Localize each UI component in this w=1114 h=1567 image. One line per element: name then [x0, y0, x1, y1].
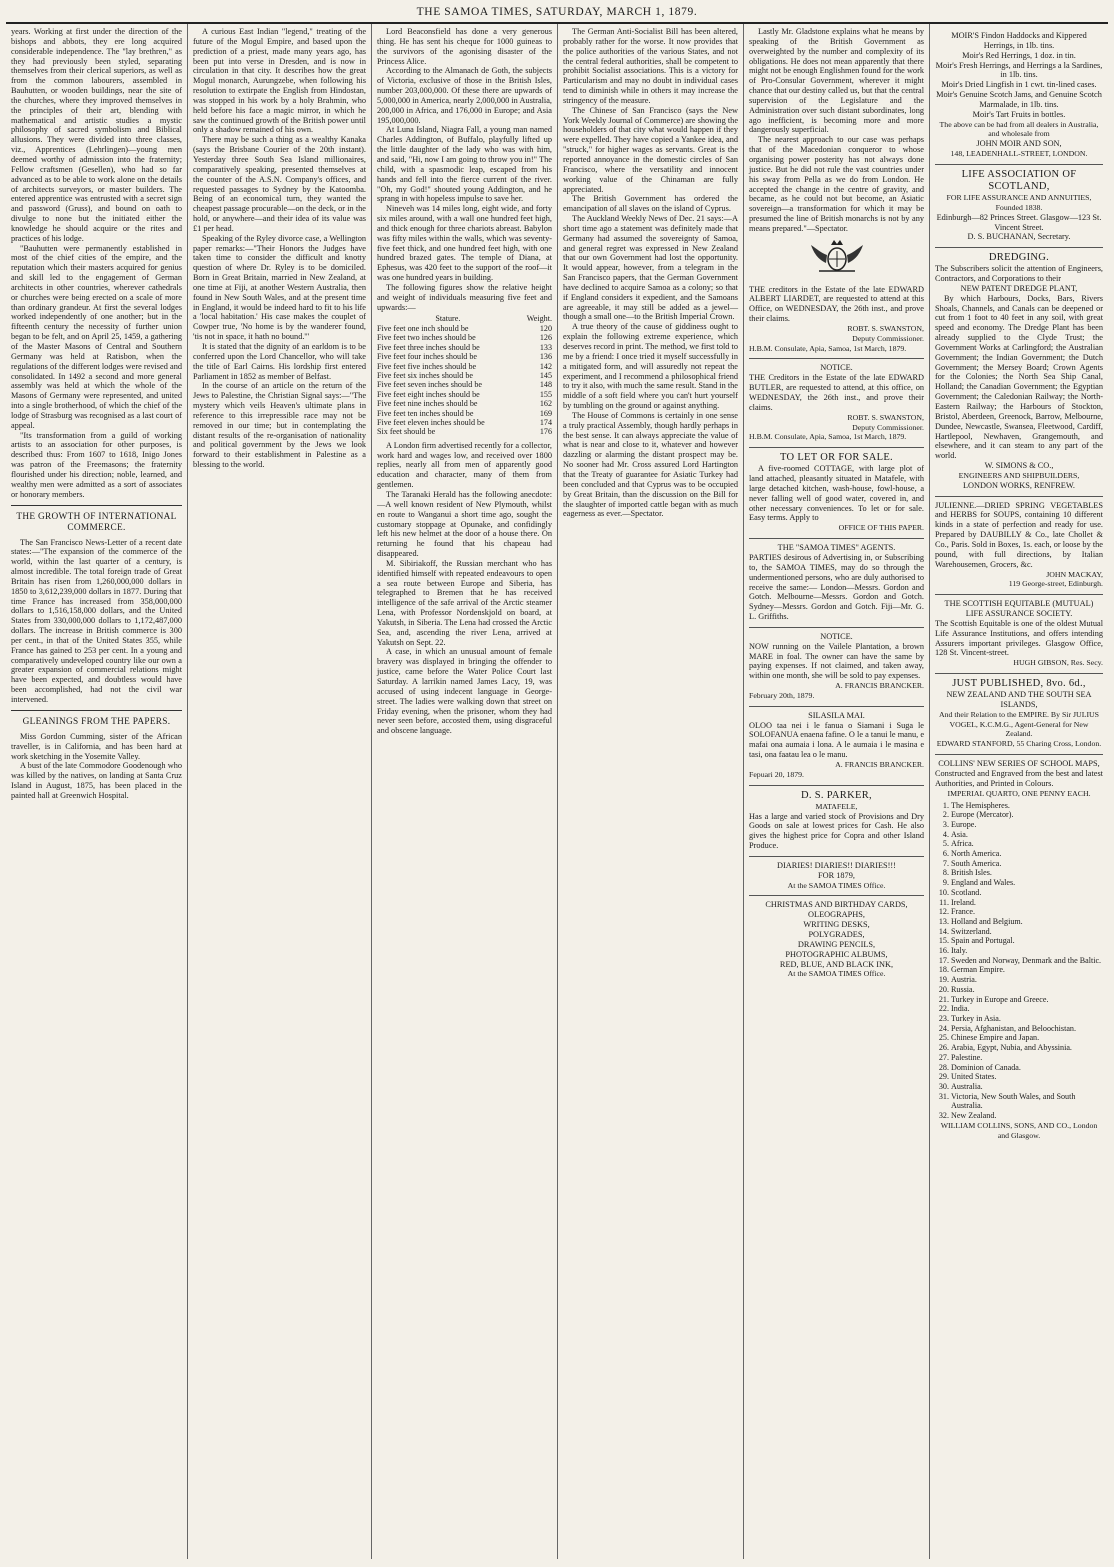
- parker-place: MATAFELE,: [815, 801, 858, 811]
- list-item: 5. Africa.: [951, 839, 1103, 849]
- table-row: [377, 333, 552, 342]
- list-item: 29. United States.: [951, 1072, 1103, 1082]
- notice-butler-body: THE Creditors in the Estate of the late EDWARD BUTLER, are requested to attend, at this office, on WEDNESDAY, the 26th inst., and prove their claims.: [749, 373, 924, 412]
- published-heading: JUST PUBLISHED, 8vo. 6d.,: [952, 678, 1086, 690]
- list-item: 3. Europe.: [951, 820, 1103, 830]
- ad-to-let-body: A five-roomed COTTAGE, with large plot of land attached, pleasantly situated in Matafele, with large detached kitchen, wash-house, fowl-house, a never falling well of good water, covered in, and other necessary conveniences. To let or for sale. Easy terms. Apply to: [749, 464, 924, 523]
- stature-cell: Five feet three inches should be: [377, 342, 480, 352]
- article-nineveh: Nineveh was 14 miles long, eight wide, and forty six miles around, with a wall one hundred feet high, and thick enough for three chariots abreast. Babylon was fifty miles within the walls, which was seventy-five feet thick, and one hundred feet high, with one hundred brazed gates. The temple of Diana, at Ephesus, was 420 feet to the support of the roof—it was one hundred years in building.: [377, 204, 552, 283]
- ad-to-let-title: TO LET OR FOR SALE.: [780, 452, 893, 464]
- ad-christmas-cards: [749, 896, 924, 984]
- silasila-heading: SILASILA MAI.: [808, 710, 865, 720]
- published-sub: And their Relation to the EMPIRE. By Sir JULIUS VOGEL, K.C.M.G., Agent-General for New Zealand.: [938, 709, 1100, 739]
- list-item: 25. Chinese Empire and Japan.: [951, 1033, 1103, 1043]
- table-row: [377, 399, 552, 408]
- weight-cell: 120: [539, 323, 552, 333]
- julienne-body: JULIENNE.—DRIED SPRING VEGETABLES and HERBS for SOUPS, containing 10 different kinds in a state of perfection and ready for use. Prepared by DAUBILLY & Co., late Chollet & Co., Paris. Sold in Boxes, 1s. each, or loose by the pound, with full directions, by Italian Warehousemen, Grocers, &c.: [935, 500, 1103, 569]
- royal-crest-icon: [805, 237, 869, 275]
- xmas-location: At the SAMOA TIMES Office.: [787, 969, 886, 979]
- dredging-heading: DREDGING.: [988, 252, 1050, 264]
- article-jews-palestine: In the course of an article on the return of the Jews to Palestine, the Christian Signal says:—"The mystery which veils Heaven's ultimate plans in reference to this irrepressible race may not be removed in our time; but in contemplating the distant results of the re-organisation of nationality and political government by the Jews we look forward to their establishment in Palestine as a blessing to the world.: [193, 381, 366, 470]
- stature-intro: The following figures show the relative height and weight of individuals measuring five feet and upwards:—: [377, 282, 552, 312]
- simons-trade: ENGINEERS AND SHIPBUILDERS,: [958, 470, 1080, 480]
- agents-heading: THE "SAMOA TIMES" AGENTS.: [777, 543, 896, 553]
- notice-signature-title: Deputy Commissioner.: [852, 333, 924, 343]
- list-item: 20. Russia.: [951, 985, 1103, 995]
- ad-to-let: [749, 448, 924, 539]
- dredging-body: By which Harbours, Docks, Bars, Rivers Shoals, Channels, and Canals can be deepened or cut from 1 foot to 40 feet in any soil, with great speed and economy. The Dredge Plant has been already supplied to the Clyde Trust; the Government Works at Carlingford; the Australian Government; the Indian Government; the Dutch Government; the Mersey Board; Crown Agents for the Colonies; the North Sea Ship Canal, Holland; the Canadian Government; the Egyptian Government; the Caledonian Railway; the North-Eastern Railway; the Harbours of Stockton, Bristol, Aberdeen, Greenock, Barrow, Melbourne, Dundee, Newcastle, Swansea, Fleetwood, Cardiff, Hartlepool, Newhaven, Grangemouth, and elsewhere, and it can steam to any part of the world.: [935, 293, 1103, 461]
- weight-cell: 174: [539, 417, 552, 427]
- article-beaconsfield: Lord Beaconsfield has done a very generous thing. He has sent his cheque for 1000 guineas to the survivors of the agonising disaster of the Princess Alice.: [377, 27, 552, 66]
- masthead: THE SAMOA TIMES, SATURDAY, MARCH 1, 1879.: [6, 4, 1108, 24]
- column-1: [6, 24, 188, 1559]
- published-by: EDWARD STANFORD, 55 Charing Cross, London.: [936, 739, 1102, 749]
- divider: [11, 505, 182, 506]
- scottish-heading: THE SCOTTISH EQUITABLE (MUTUAL) LIFE ASSURANCE SOCIETY.: [944, 599, 1094, 619]
- notice-place-date: H.B.M. Consulate, Apia, Samoa, 1st March, 1879.: [749, 343, 907, 353]
- parker-name: D. S. PARKER,: [801, 789, 872, 801]
- ad-to-let-contact: OFFICE OF THIS PAPER.: [838, 523, 924, 533]
- header-stature: Stature.: [435, 314, 461, 324]
- ad-julienne: [935, 497, 1103, 596]
- notice-place-date: H.B.M. Consulate, Apia, Samoa, 1st March, 1879.: [749, 432, 907, 442]
- notice-mare: [749, 628, 924, 707]
- collins-price: IMPERIAL QUARTO, ONE PENNY EACH.: [947, 788, 1091, 798]
- stature-cell: Five feet five inches should be: [377, 361, 477, 371]
- table-header: [377, 314, 552, 323]
- ad-collins-maps: [935, 755, 1103, 1145]
- column-6: [930, 24, 1108, 1559]
- stature-cell: Five feet seven inches should be: [377, 380, 482, 390]
- moir-item: Moir's Fresh Herrings, and Herrings a la Sardines, in 1lb. tins.: [935, 60, 1103, 80]
- notice-signature: A. FRANCIS BRANCKER.: [835, 760, 924, 769]
- table-row: [377, 343, 552, 352]
- weight-cell: 155: [539, 389, 552, 399]
- list-item: 2. Europe (Mercator).: [951, 810, 1103, 820]
- weight-cell: 176: [539, 427, 552, 437]
- column-4: [558, 24, 744, 1559]
- weight-cell: 145: [539, 370, 552, 380]
- table-row: [377, 362, 552, 371]
- moir-item: Moir's Tart Fruits in bottles.: [972, 109, 1066, 119]
- xmas-item: OLEOGRAPHS,: [808, 910, 865, 920]
- list-item: 30. Australia.: [951, 1082, 1103, 1092]
- collins-intro: Constructed and Engraved from the best and latest Authorities, and Printed in Colours.: [935, 769, 1103, 788]
- list-item: 12. France.: [951, 907, 1103, 917]
- life-heading: LIFE ASSOCIATION OF SCOTLAND,: [961, 168, 1077, 192]
- list-item: 7. South America.: [951, 859, 1103, 869]
- notice-mare-body: NOW running on the Vailele Plantation, a brown MARE in foal. The owner can have the same by paying expenses. If not claimed, and taken away, within one month, she will be sold to pay expenses.: [749, 641, 924, 681]
- article-gladstone: Lastly Mr. Gladstone explains what he means by speaking of the British Government as overweighted by the number and complexity of its obligations. He does not mean apparently that there might not be enough Englishmen found for the work of Pro-Consular Government, wherever it might chance that our destiny called us, but that the central supervision of the Legislature and the Administration over such distant subordinates, long ago inefficient, is becoming more and more dangerously superficial.: [749, 27, 924, 135]
- diaries-heading: DIARIES! DIARIES!! DIARIES!!!: [777, 860, 896, 870]
- notice-heading: NOTICE.: [820, 631, 853, 641]
- xmas-item: PHOTOGRAPHIC ALBUMS,: [785, 949, 888, 959]
- divider: [11, 710, 182, 711]
- article-freemasons-p1: years. Working at first under the direction of the bishops and abbots, they ere long acquired considerable independence. The "lay brethren," as they had previously been styled, separating themselves from their clerical superiors, as well as from the common labourers, assembled in Bauhutten, or wooden buildings, near the site of the churches, where they improved themselves in the principles of their art, blending with mathematical and artistic studies a mystic philosophy of sacred symbolism and Biblical allusions. They were divided into three classes, viz., Apprentices (Lehrlingen)—young men deemed worthy of admission into the fraternity; Fellow craftsmen (Gesellen), who had so far advanced as to be able to work alone on the details of architects surveyors, or master builders. The entered apprentice was entrusted with a secret sign and password (Gruss), and bound on oath to divulge to none but the initiated either the knowledge he should acquire or the rites and practices of his lodge.: [11, 27, 182, 243]
- stature-cell: Five feet four inches should be: [377, 352, 478, 362]
- moir-item: MOIR'S Findon Haddocks and Kippered Herrings, in 1lb. tins.: [951, 31, 1087, 50]
- stature-cell: Five feet six inches should be: [377, 370, 473, 380]
- ad-dredging: [935, 248, 1103, 496]
- article-female-bravery: A case, in which an unusual amount of female bravery was displayed in bringing the offender to justice, came before the Water Police Court last Saturday. A larrikin named James Lacy, 19, was accused of using indecent language in George-street. The ladies were walking down that street on Friday evening, when the prisoner, whom they had never seen before, accosted them, using disgraceful and obscene language.: [377, 647, 552, 736]
- xmas-item: RED, BLUE, AND BLACK INK,: [779, 959, 894, 969]
- notice-date: February 20th, 1879.: [749, 690, 815, 700]
- list-item: 18. German Empire.: [951, 965, 1103, 975]
- article-house-of-commons: The House of Commons is certainly in one sense a truly practical Assembly, though hardly perhaps in the best sense. It can always appreciate the value of what is near and close to it, whatever and however dazzling or alarming the distant prospect may be. No sooner had Mr. Cross assured Lord Hartington that the Treaty of guarantee for Asiatic Turkey had been concluded and that Cyprus was to be occupied by Great Britain, than the discussion on the Bill for the slaughter of imported cattle began with as much eagerness as ever.—Spectator.: [563, 410, 738, 519]
- table-row: [377, 324, 552, 333]
- ad-moir: [935, 27, 1103, 165]
- table-row: [377, 352, 552, 361]
- article-chinese-sf: The Chinese of San Francisco (says the New York Weekly Journal of Commerce) are showing the householders of that city what would happen if they were expelled. They have copied a Yankee idea, and "struck," for higher wages as servants. Great is the reported annoyance in the domestic circles of San Francisco, where the versatility and innocent working value of the Chinaman are fully appreciated.: [563, 105, 738, 194]
- gleaning-goodenough: A bust of the late Commodore Goodenough who was killed by the natives, on landing at Santa Cruz Island in August, 1875, has been placed in the painted hall at Greenwich Hospital.: [11, 761, 182, 800]
- table-row: [377, 371, 552, 380]
- article-cyprus-slaves: The British Government has ordered the emancipation of all slaves on the island of Cyprus.: [563, 194, 738, 214]
- article-giddiness: A true theory of the cause of giddiness ought to explain the following extreme experience, which deserves record in print. The method, we first told to me by a friend: I once tried it myself successfully in a mitigated form, and will assuredly not repeat the experiment, and I recommend a philosophical friend to try it also, with much the same result. Stand in the middle of a soft field where you can't hurt yourself by tumbling on the ground or against anything.: [563, 322, 738, 411]
- list-item: 17. Sweden and Norway, Denmark and the Baltic.: [951, 956, 1103, 966]
- xmas-heading: CHRISTMAS AND BIRTHDAY CARDS,: [765, 900, 908, 910]
- weight-cell: 169: [539, 408, 552, 418]
- collins-map-list: [935, 801, 1103, 1121]
- table-row: [377, 409, 552, 418]
- stature-cell: Five feet eight inches should be: [377, 389, 480, 399]
- article-anti-socialist: The German Anti-Socialist Bill has been altered, probably rather for the worse. It now provides that the police authorities of the various States, and not the central federal authorities, shall be competent to prohibit Socialist associations. This is a victory for Particularism and may no doubt in individual cases tend to diminish while in others it may increase the stringency of the measure.: [563, 27, 738, 105]
- julienne-address: 119 George-street, Edinburgh.: [1008, 579, 1103, 589]
- scottish-signature: HUGH GIBSON, Res. Secy.: [1013, 658, 1103, 668]
- table-row: [377, 380, 552, 389]
- notice-signature: ROBT. S. SWANSTON,: [847, 323, 924, 333]
- list-item: 22. India.: [951, 1004, 1103, 1014]
- agents-body: PARTIES desirous of Advertising in, or Subscribing to, the SAMOA TIMES, may do so through the undermentioned persons, who are duly authorised to receive the same:— London—Messrs. Gordon and Gotch. Melbourne—Messrs. Gordon and Gotch. Sydney—Messrs. Gordon and Gotch. Fiji—Mr. G. L. Griffiths.: [749, 552, 924, 622]
- list-item: 26. Arabia, Egypt, Nubia, and Abyssinia.: [951, 1043, 1103, 1053]
- article-taranaki: The Taranaki Herald has the following anecdote:—A well known resident of New Plymouth, whilst en route to Wanganui a short time ago, sought the customary stoppage at Opunake, and confidingly left his new helmet at the door of a house there. On returning he found that his chapeau had disappeared.: [377, 489, 552, 559]
- ad-scottish-equitable: [935, 595, 1103, 674]
- article-almanach: According to the Almanach de Goth, the subjects of Victoria, exclusive of those in the British Isles, number 203,000,000. Of these there are upwards of 5,000,000 in America, nearly 2,000,000 in Australia, 200,000 in Africa, and 176,000 in Europe; and Asia 195,000,000.: [377, 66, 552, 125]
- heading-gleanings: GLEANINGS FROM THE PAPERS.: [22, 716, 171, 727]
- gleaning-cumming: Miss Gordon Cumming, sister of the African traveller, is in California, and has been hard at work sketching in the Yosemite Valley.: [11, 731, 182, 761]
- silasila-body: OLOO taa nei i le fanua o Siamani i Suga le SOLOFANUA enaena fafine. O le a tanui le manu, e mafai ona aumaia i lona. A le aumaia i le masina e tasi, ona faatau lea o le manu.: [749, 720, 924, 760]
- list-item: 13. Holland and Belgium.: [951, 917, 1103, 927]
- heading-commerce: THE GROWTH OF INTERNATIONAL COMMERCE.: [16, 511, 177, 533]
- list-item: 19. Austria.: [951, 975, 1103, 985]
- notice-signature: A. FRANCIS BRANCKER.: [835, 681, 924, 691]
- article-london-firm: A London firm advertised recently for a collector, work hard and wages low, and received over 1800 replies, nearly all from men of apparently good education and character, many of them from gentlemen.: [377, 440, 552, 490]
- diaries-year: FOR 1879,: [818, 870, 855, 880]
- collins-publisher: WILLIAM COLLINS, SONS, AND CO., London and Glasgow.: [940, 1120, 1098, 1140]
- collins-heading: COLLINS' NEW SERIES OF SCHOOL MAPS,: [938, 759, 1100, 769]
- weight-cell: 142: [539, 361, 552, 371]
- stature-cell: Five feet one inch should be: [377, 323, 469, 333]
- list-item: 32. New Zealand.: [951, 1111, 1103, 1121]
- dredging-title: NEW PATENT DREDGE PLANT,: [960, 283, 1078, 293]
- weight-cell: 162: [539, 399, 552, 409]
- stature-cell: Five feet nine inches should be: [377, 399, 478, 409]
- table-row: [377, 418, 552, 427]
- article-sibiriakoff: M. Sibiriakoff, the Russian merchant who has identified himself with repeated endeavours to open a sea route between Europe and Siberia, has telegraphed to Bremen that he has received intelligence of the safe arrival of the Arctic steamer Lena, with Professor Nordenskjold on board, at Yakutsh, in Siberia. The Lena had crossed the Arctic Sea, and, ascending the river Lena, arrived at Yakutsh on Sept. 22.: [377, 558, 552, 647]
- life-sub: FOR LIFE ASSURANCE AND ANNUITIES, Founded 1838.: [946, 192, 1092, 212]
- weight-cell: 136: [539, 352, 552, 362]
- column-3: [372, 24, 558, 1559]
- parker-body: Has a large and varied stock of Provisions and Dry Goods on sale at lowest prices for Cash. He also gives the highest price for Copra and other Island Produce.: [749, 811, 924, 851]
- notice-liardet-estate: [749, 281, 924, 360]
- moir-item: Moir's Genuine Scotch Jams, and Genuine Scotch Marmalade, in 1lb. tins.: [936, 90, 1102, 109]
- article-commerce: The San Francisco News-Letter of a recent date states:—"The expansion of the commerce of the world, within the last quarter of a century, is almost incredible. The total foreign trade of Great Britain has risen from 1,260,000,000 dollars in 1850 to 3,612,239,000 dollars in 1877. During that time France has increased from 358,000,000 dollars to 1,516,158,000 dollars, and the United States from 330,000,000 dollars to 1,172,487,000 dollars. The increase in British commerce is 300 per cent., in that of the United States 355, while France has gained to 253 per cent. In a young and comparatively undeveloped country like our own a greater expansion of commercial relations might have been expected, and doubtless would have been accomplished, had not the civil war intervened.: [11, 537, 182, 704]
- weight-cell: 148: [539, 380, 552, 390]
- ad-life-association: [935, 165, 1103, 248]
- table-row: [377, 427, 552, 436]
- xmas-item: DRAWING PENCILS,: [797, 939, 876, 949]
- weight-cell: 126: [539, 333, 552, 343]
- table-row: [377, 390, 552, 399]
- notice-signature-title: Deputy Commissioner.: [852, 422, 924, 432]
- simons-firm: W. SIMONS & CO.,: [984, 461, 1054, 471]
- list-item: 11. Ireland.: [951, 898, 1103, 908]
- list-item: 6. North America.: [951, 849, 1103, 859]
- header-weight: Weight.: [526, 314, 552, 324]
- life-address: Edinburgh—82 Princes Street. Glasgow—123 St. Vincent Street.: [936, 212, 1102, 232]
- article-freemasons-p3: "Its transformation from a guild of working artists to an association for other purposes, is described thus: From 1607 to 1618, Inigo Jones was patron of the Freemasons; the fraternity flourished under his direction; noble, learned, and wealthy men were admitted as a sort of associates or honorary members.: [11, 430, 182, 499]
- column-5: [744, 24, 930, 1559]
- list-item: 15. Spain and Portugal.: [951, 936, 1103, 946]
- notice-butler-estate: [749, 359, 924, 448]
- life-secretary: D. S. BUCHANAN, Secretary.: [967, 232, 1071, 242]
- simons-address: LONDON WORKS, RENFREW.: [962, 480, 1076, 490]
- stature-weight-table: [377, 314, 552, 436]
- julienne-signature: JOHN MACKAY,: [1046, 569, 1103, 579]
- list-item: 28. Dominion of Canada.: [951, 1063, 1103, 1073]
- moir-address: 148, LEADENHALL-STREET, LONDON.: [950, 149, 1088, 159]
- list-item: 4. Asia.: [951, 830, 1103, 840]
- stature-cell: Five feet eleven inches should be: [377, 417, 485, 427]
- list-item: 8. British Isles.: [951, 868, 1103, 878]
- published-title: NEW ZEALAND AND THE SOUTH SEA ISLANDS,: [946, 690, 1092, 709]
- article-freemasons-p2: "Bauhutten were permanently established in most of the chief cities of the empire, and the reputation which their masters acquired for genius and skill led to the engagement of German architects in other countries, wherever cathedrals or churches were being erected on a scale of more than ordinary grandeur. At first the several lodges worked independently of one another; but in the fifteenth century the necessity of further union began to be felt, and on April 25, 1459, a gathering of the Master Masons of Central and Southern Germany was held at Ratisbon, when the regulations of the different lodges were revised and consolidated. In 1492 a second and more general assembly was held at which the whole of the Masons of Germany were represented, and united into a single brotherhood, of which the chief of the lodge of Strasburg was recognised as a last court of appeal.: [11, 243, 182, 430]
- list-item: 9. England and Wales.: [951, 878, 1103, 888]
- article-auckland-samoa: The Auckland Weekly News of Dec. 21 says:—A short time ago a statement was definitely made that Germany had assumed the sovereignty of Samoa, and general regret was expressed in New Zealand that our own Government had lost the opportunity. It would appear, however, from a telegram in the San Francisco papers, that the German Government have declined to acquire Samoa as a colony; so that if England considers it expedient, and the Samoans are agreeable, it may still be added as a jewel—though a small one—to the British Imperial Crown.: [563, 214, 738, 322]
- moir-firm: JOHN MOIR AND SON,: [976, 139, 1062, 149]
- list-item: 1. The Hemispheres.: [951, 801, 1103, 811]
- moir-note: The above can be had from all dealers in Australia, and wholesale from: [939, 119, 1099, 139]
- columns: [6, 24, 1108, 1559]
- list-item: 31. Victoria, New South Wales, and South Australia.: [951, 1092, 1103, 1111]
- weight-cell: 133: [539, 342, 552, 352]
- ad-agents: [749, 539, 924, 628]
- list-item: 14. Switzerland.: [951, 927, 1103, 937]
- dredging-intro: The Subscribers solicit the attention of Engineers, Contractors, and Corporations to their: [935, 264, 1103, 284]
- stature-cell: Five feet two inches should be: [377, 333, 476, 343]
- list-item: 23. Turkey in Asia.: [951, 1014, 1103, 1024]
- article-luna-island: At Luna Island, Niagra Fall, a young man named Charles Addington, of Buffalo, playfully lifted up the little daughter of the lady who was with him, and said, "Hi, now I am going to throw you in!" The child, with a spasmodic leap, escaped from his hands and fell into the fierce current of the river. "Oh, my God!" shouted young Addington, and he sprang in with hopeless impulse to save her.: [377, 125, 552, 204]
- article-macedonian: The nearest approach to our case was perhaps that of the Macedonian conqueror to whose organising power posterity has not always done justice. But he did not rule the vast countries under his sway from Pella as we do from London. He accepted the change in the centre of gravity, and became, as he could not but become, an Asiatic sovereign—a transformation for which it may be presumed the line of British monarchs is not by any means prepared."—Spectator.: [749, 135, 924, 233]
- article-ryley-divorce: Speaking of the Ryley divorce case, a Wellington paper remarks:—"Their Honors the Judges have taken time to consider the difficult and knotty question of where Dr. Ryley is to be domiciled. Born in Great Britain, married in New Zealand, at one time at Fiji, at another Western Australia, then found in New South Wales, and at the present time in England, it would be indeed hard to fit to his life a 'local habitation.' His case makes the couplet of Cowper true, 'No home is by the wanderer found, 'tis not in space, it hath no bound.'": [193, 233, 366, 342]
- list-item: 21. Turkey in Europe and Greece.: [951, 995, 1103, 1005]
- article-kanaka: There may be such a thing as a wealthy Kanaka (says the Brisbane Courier of the 20th instant). Yesterday three South Sea Island millionaires, comparatively speaking, presented themselves at the counter of the A.S.N. Company's offices, and requested passages to Sydney by the Katoomba. Being of an economical turn, they wanted the cheapest passage procurable—on the deck, or in the hold, or anywhere—and their idea of its value was £1 per head.: [193, 135, 366, 233]
- article-mogul-legend: A curious East Indian "legend," treating of the future of the Mogul Empire, and based upon the prediction of a priest, made many years ago, has been put into verse in Dresden, and is now in circulation in that city. It describes how the great Mogul monarch, Aurungzebe, when following his resolution to extirpate the English from Hindostan, was stopped in his work by a holy Brahmin, who held before his face a magic mirror, in which he saw the continued growth of the British power until only a shadow remained of his own.: [193, 27, 366, 135]
- list-item: 16. Italy.: [951, 946, 1103, 956]
- list-item: 10. Scotland.: [951, 888, 1103, 898]
- ad-diaries: [749, 857, 924, 897]
- notice-silasila: [749, 707, 924, 786]
- notice-heading: NOTICE.: [820, 363, 853, 373]
- xmas-item: WRITING DESKS,: [803, 920, 870, 930]
- notice-signature: ROBT. S. SWANSTON,: [847, 412, 924, 422]
- column-2: [188, 24, 372, 1559]
- article-earl-cairns: It is stated that the dignity of an earldom is to be conferred upon the Lord Chancellor, who will take the title of Earl Cairns. His lordship first entered Parliament in 1852 as member of Belfast.: [193, 342, 366, 381]
- scottish-body: The Scottish Equitable is one of the oldest Mutual Life Assurance Institutions, and offers intending Assurers important privileges. Glasgow Office, 128 St. Vincent-street.: [935, 618, 1103, 658]
- ad-parker: [749, 786, 924, 857]
- list-item: 24. Persia, Afghanistan, and Beloochistan.: [951, 1024, 1103, 1034]
- moir-item: Moir's Red Herrings, 1 doz. in tin.: [962, 50, 1076, 60]
- list-item: 27. Palestine.: [951, 1053, 1103, 1063]
- xmas-item: POLYGRADES,: [808, 929, 865, 939]
- royal-crest: [749, 237, 924, 278]
- notice-date: Fepuari 20, 1879.: [749, 769, 805, 779]
- diaries-location: At the SAMOA TIMES Office.: [787, 880, 886, 890]
- moir-item: Moir's Dried Lingfish in 1 cwt. tin-lined cases.: [941, 80, 1097, 90]
- stature-cell: Five feet ten inches should be: [377, 408, 474, 418]
- ad-just-published: [935, 674, 1103, 755]
- notice-liardet-body: THE creditors in the Estate of the late EDWARD ALBERT LIARDET, are requested to attend at this Office, on WEDNESDAY, the 26th inst., and prove their claims.: [749, 284, 924, 324]
- stature-cell: Six feet should be: [377, 427, 436, 437]
